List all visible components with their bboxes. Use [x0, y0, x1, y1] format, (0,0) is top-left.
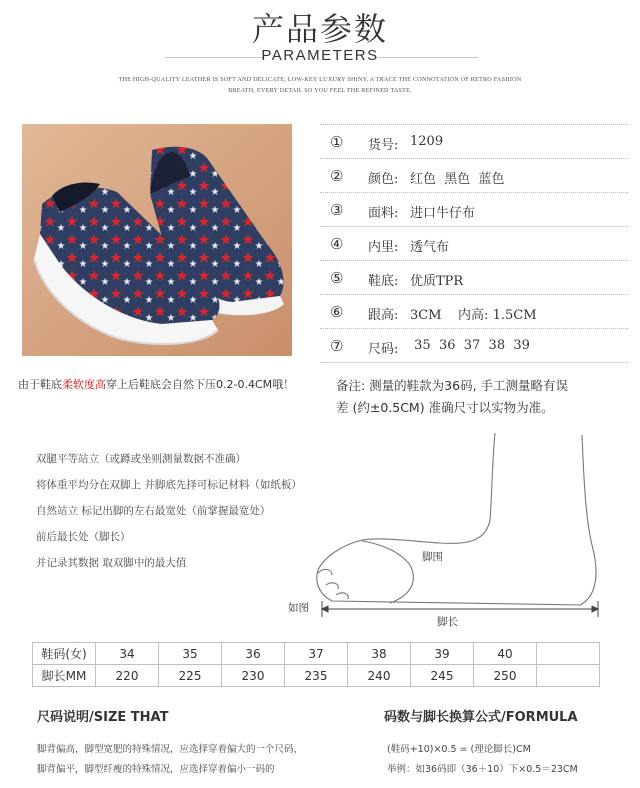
size-note-line-1: 脚背偏高，脚型宽肥的特殊情况，应选择穿着偏大的一个尺码，: [37, 744, 304, 755]
sole-note-highlight: 柔软度高: [62, 378, 106, 391]
param-index: ⑥: [330, 303, 344, 321]
param-label: 内里:: [368, 240, 399, 255]
param-value: 1209: [410, 134, 444, 149]
size-table: [32, 642, 600, 687]
size-note-line-2: 脚背偏平，脚型纤瘦的特殊情况，应选择穿着偏小一码的: [37, 764, 275, 775]
measure-step-5: 并记录其数据 取双脚中的最大值: [36, 557, 187, 569]
size-note-title: 尺码说明/SIZE THAT: [37, 710, 169, 725]
intro-line-1: THE HIGH-QUALITY LEATHER IS SOFT AND DELICATE, LOW-KEY LUXURY SHINY, A TRACE THE CONNOTATION OF RETRO FASHION: [118, 76, 522, 83]
table-cell: 39: [411, 643, 474, 665]
table-cell: 240: [348, 665, 411, 687]
sole-note-prefix: 由于鞋底: [18, 378, 62, 391]
measure-step-3: 自然站立 标记出脚的左右最宽处（前掌握最宽处）: [36, 505, 271, 517]
table-row: [33, 643, 600, 665]
formula-title: 码数与脚长换算公式/FORMULA: [384, 710, 578, 725]
param-value: 35 36 37 38 39: [410, 338, 530, 353]
param-row-sizes: [320, 329, 628, 363]
param-label: 鞋底:: [368, 274, 399, 289]
param-label: 跟高:: [368, 308, 399, 323]
remark-line-1: 备注: 测量的鞋款为36码, 手工测量略有误: [336, 378, 569, 393]
param-row-color: [320, 159, 628, 193]
table-cell: 230: [222, 665, 285, 687]
table-cell: 40: [474, 643, 537, 665]
param-value: 进口牛仔布: [410, 206, 476, 221]
param-value: 优质TPR: [410, 274, 464, 289]
table-row: [33, 665, 600, 687]
intro-line-2: BREATH, EVERY DETAIL SO YOU FEEL THE REFINED TASTE.: [228, 87, 412, 94]
table-cell: 37: [285, 643, 348, 665]
param-row-item-no: [320, 125, 628, 159]
param-index: ④: [330, 235, 344, 253]
foot-girth-side-label: 如图: [288, 602, 309, 614]
measure-step-1: 双腿平等站立（或蹲或坐则测量数据不准确）: [36, 453, 246, 465]
param-label: 货号:: [368, 138, 399, 153]
page-subtitle: PARAMETERS: [261, 47, 379, 64]
param-value: 红色 黑色 蓝色: [410, 172, 505, 187]
param-index: ①: [330, 133, 344, 151]
table-cell: 250: [474, 665, 537, 687]
table-cell: [537, 643, 600, 665]
table-cell: 脚长MM: [33, 665, 96, 687]
remark-line-2: 差 (约±0.5CM) 准确尺寸以实物为准。: [336, 400, 554, 415]
param-row-lining: [320, 227, 628, 261]
param-index: ③: [330, 201, 344, 219]
param-row-heel: [320, 295, 628, 329]
table-cell: 245: [411, 665, 474, 687]
table-cell: 38: [348, 643, 411, 665]
measure-step-2: 将体重平均分在双脚上 并脚底先择可标记材料（如纸板）: [36, 479, 302, 491]
formula-line-2: 举例：如36码即（36＋10）下×0.5＝23CM: [387, 764, 578, 775]
param-index: ⑤: [330, 269, 344, 287]
table-cell: 220: [96, 665, 159, 687]
table-cell: 35: [159, 643, 222, 665]
sole-note: [18, 376, 294, 392]
table-cell: 鞋码(女): [33, 643, 96, 665]
foot-diagram: [280, 425, 620, 630]
foot-length-label: 脚长: [437, 616, 458, 628]
param-value: 3CM 内高: 1.5CM: [410, 308, 537, 323]
product-photo: [22, 124, 292, 356]
foot-girth-label: 脚围: [422, 551, 443, 563]
param-row-sole: [320, 261, 628, 295]
param-label: 面料:: [368, 206, 399, 221]
param-label: 尺码:: [368, 342, 399, 357]
param-value: 透气布: [410, 240, 450, 255]
foot-outline: [317, 433, 596, 605]
formula-line-1: (鞋码+10)×0.5 = (理论脚长)CM: [387, 744, 531, 755]
page-title: 产品参数: [251, 10, 388, 48]
sole-note-suffix: 穿上后鞋底会自然下压0.2-0.4CM哦！: [106, 378, 295, 391]
table-cell: [537, 665, 600, 687]
table-cell: 34: [96, 643, 159, 665]
param-index: ⑦: [330, 337, 344, 355]
param-index: ②: [330, 167, 344, 185]
table-cell: 36: [222, 643, 285, 665]
measure-step-4: 前后最长处（脚长）: [36, 531, 131, 543]
param-row-fabric: [320, 193, 628, 227]
table-cell: 235: [285, 665, 348, 687]
table-cell: 225: [159, 665, 222, 687]
param-label: 颜色:: [368, 172, 399, 187]
